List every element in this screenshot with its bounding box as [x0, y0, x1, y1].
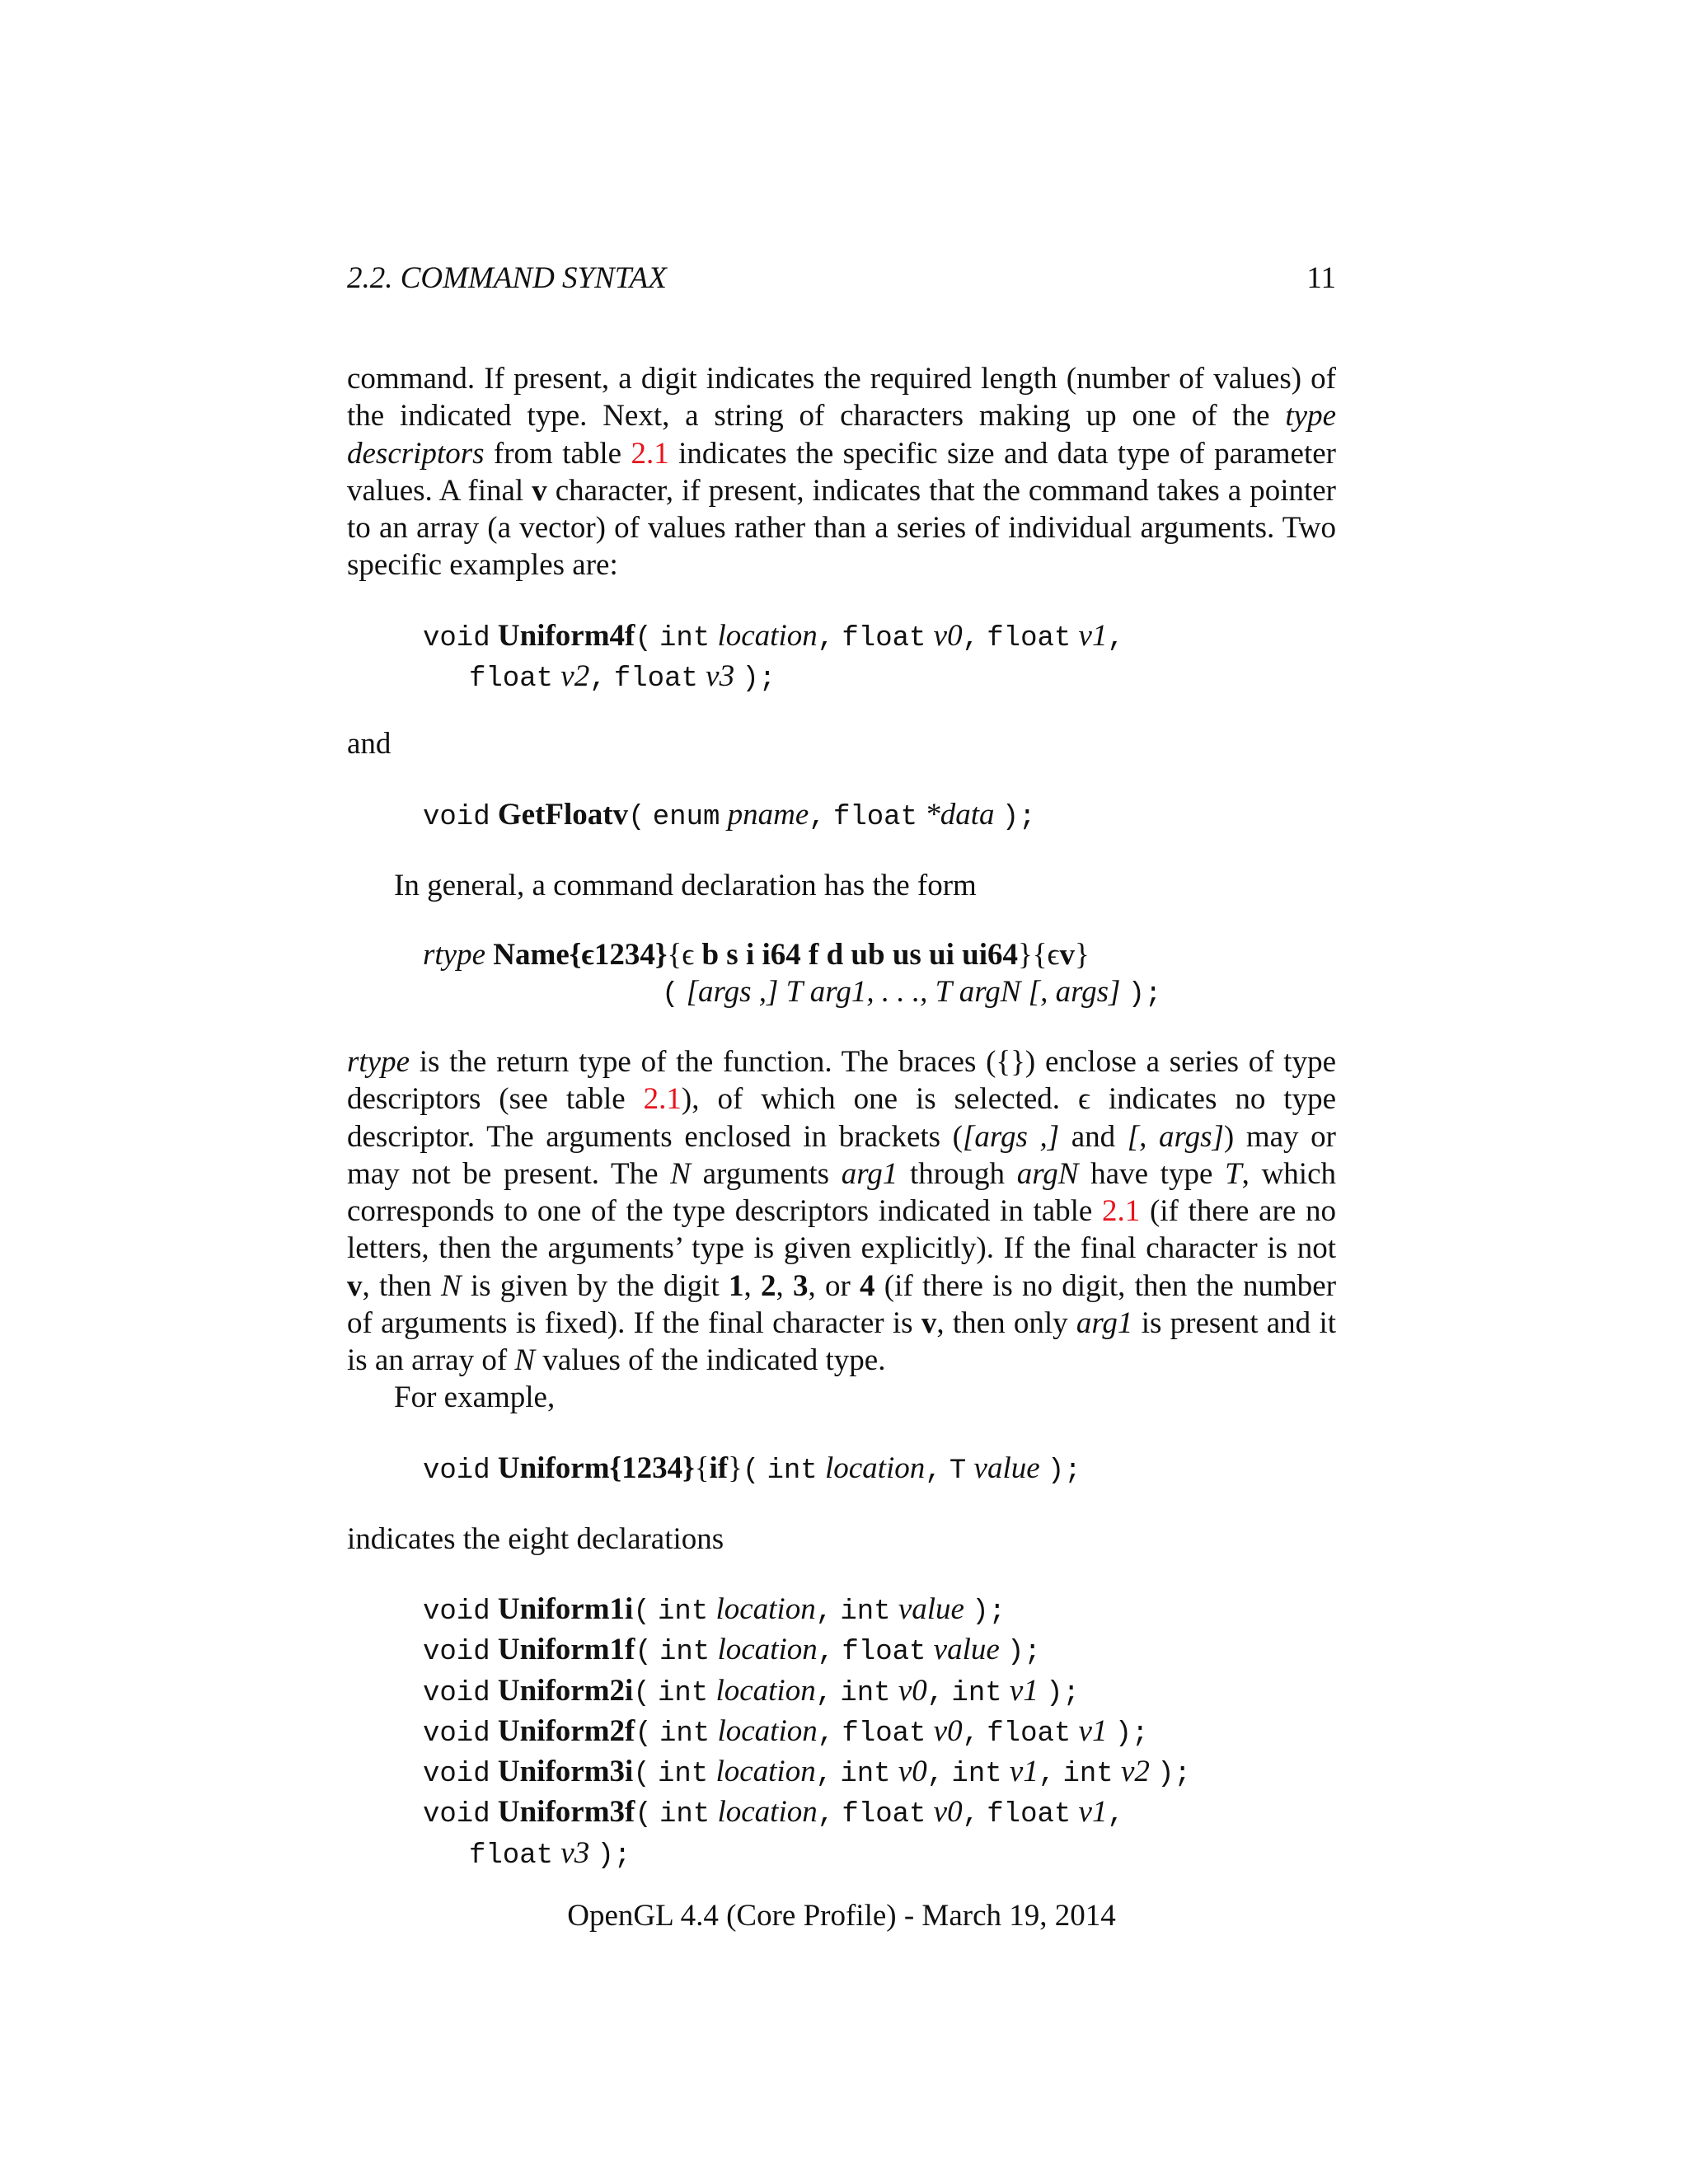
- page-number: 11: [1306, 261, 1336, 295]
- paragraph-4: For example,: [394, 1380, 556, 1414]
- table-ref-link[interactable]: 2.1: [643, 1082, 682, 1117]
- paragraph-5: indicates the eight declarations: [347, 1522, 724, 1556]
- running-header: [347, 260, 1336, 302]
- and-text: and: [347, 727, 392, 761]
- example-uniform-generic: void Uniform{1234}{if}( int location, T value );: [423, 1451, 1081, 1487]
- declarations-list: [423, 1591, 1191, 1875]
- paragraph-1: command. If present, a digit indicates the required length (number of values) of the indicated type. Next, a string of characters making up one of the type descriptors from table 2.1 indicates the specific size and data type of parameter values. A final v character, if present, indicates that the command takes a pointer to an array (a vector) of values rather than a series of individual arguments. Two specific examples are:: [347, 362, 1336, 583]
- example-getfloatv: void GetFloatv( enum pname, float *data );: [423, 798, 1036, 833]
- decl-uniform3i: void Uniform3i( int location, int v0, int v1, int v2 );: [423, 1755, 1191, 1791]
- paragraph-3: rtype is the return type of the function. The braces ({}) enclose a series of type descriptors (see table 2.1), of which one is selected. ϵ indicates no type descriptor. The arguments enclosed in brackets ([args ,] and [, args]) may or may not be present. The N arguments arg1 through argN have type T, which corresponds to one of the type descriptors indicated in table 2.1 (if there are no letters, then the arguments’ type is given explicitly). If the final character is not v, then N is given by the digit 1, 2, 3, or 4 (if there is no digit, then the number of arguments is fixed). If the final character is v, then only arg1 is present and it is an array of N values of the indicated type.: [347, 1045, 1337, 1378]
- decl-uniform3f-continued: float v3 );: [469, 1835, 631, 1872]
- example-uniform4f: void Uniform4f( int location, float v0, float v1, float v2, float v3 );: [423, 619, 1124, 696]
- decl-uniform3f: void Uniform3f( int location, float v0, float v1,: [423, 1795, 1124, 1831]
- declaration-form: rtype Name{ϵ1234}{ϵ b s i i64 f d ub us ui ui64}{ϵv} ( [args ,] T arg1, . . ., T argN [, args] );: [423, 938, 1162, 1011]
- decl-uniform1f: void Uniform1f( int location, float value );: [423, 1633, 1041, 1669]
- paragraph-2: In general, a command declaration has the form: [394, 869, 977, 902]
- decl-uniform2f: void Uniform2f( int location, float v0, float v1 );: [423, 1713, 1149, 1750]
- table-ref-link[interactable]: 2.1: [631, 436, 669, 471]
- decl-uniform2i: void Uniform2i( int location, int v0, int v1 );: [423, 1673, 1080, 1709]
- section-title: 2.2. COMMAND SYNTAX: [347, 261, 667, 295]
- decl-uniform1i: void Uniform1i( int location, int value );: [423, 1592, 1006, 1628]
- page-footer: OpenGL 4.4 (Core Profile) - March 19, 2014: [567, 1899, 1116, 1933]
- table-ref-link[interactable]: 2.1: [1102, 1194, 1141, 1229]
